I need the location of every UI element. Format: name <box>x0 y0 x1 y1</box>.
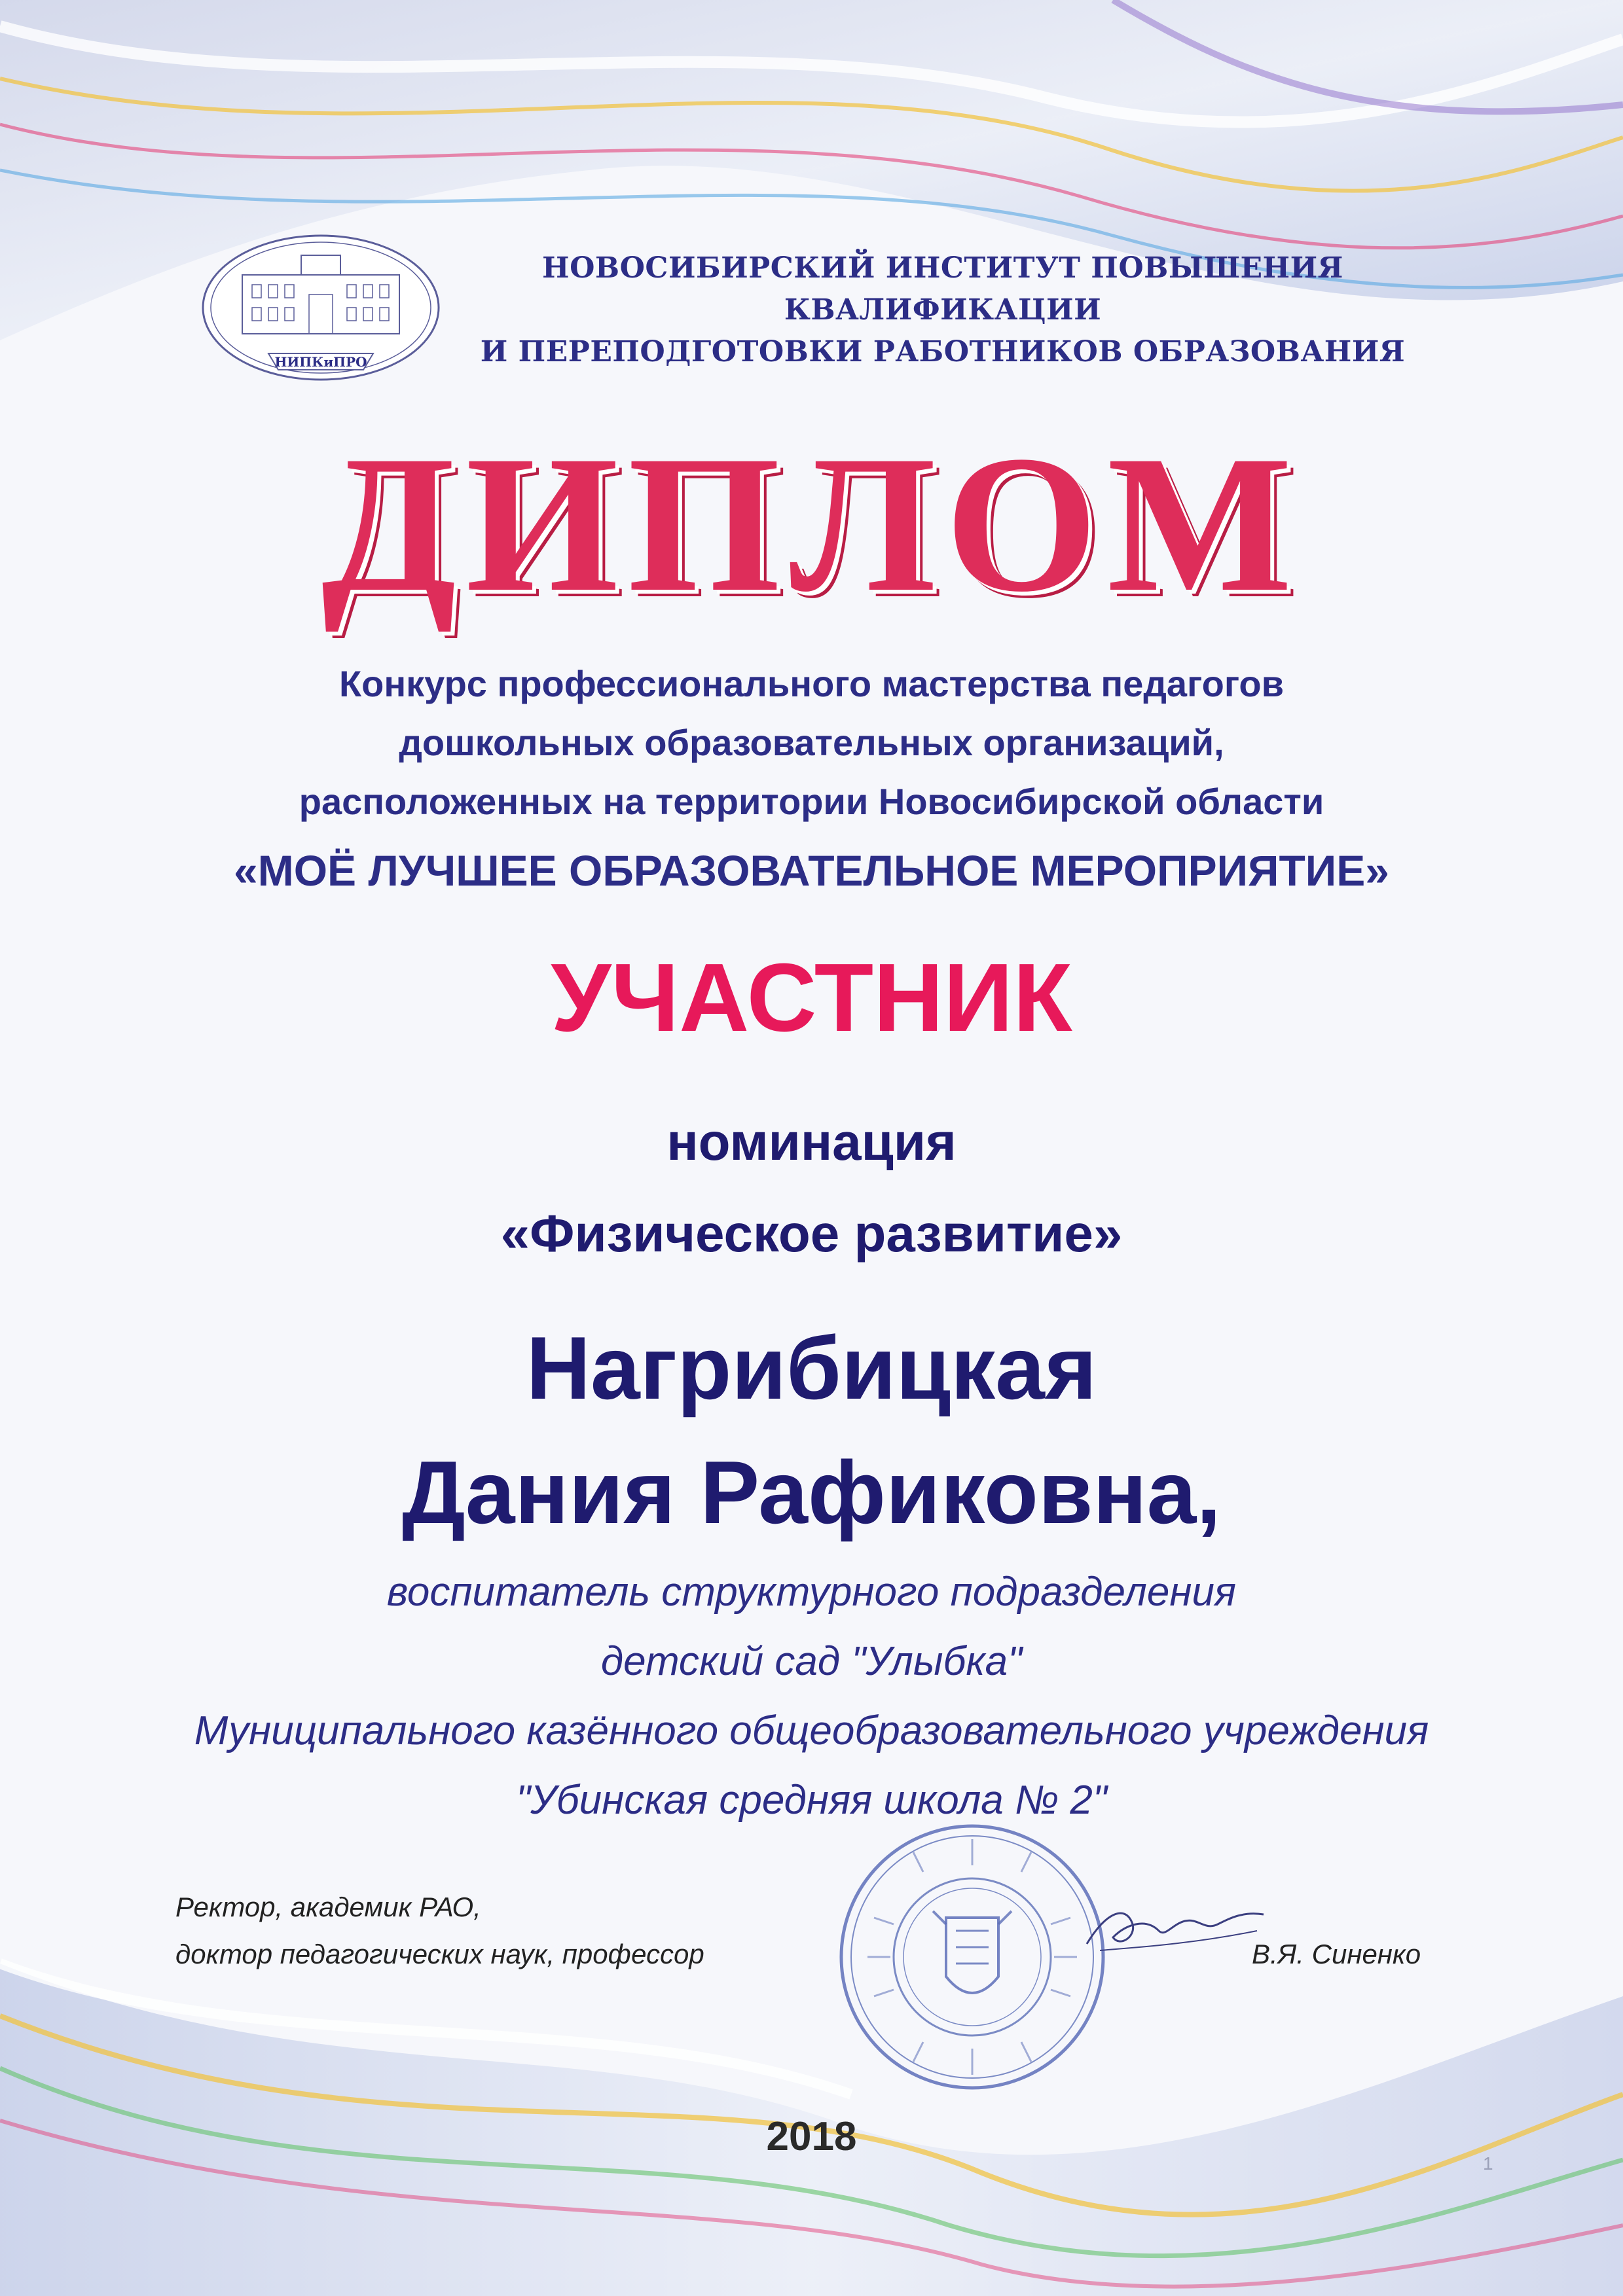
contest-description <box>0 655 1623 831</box>
signatory-title <box>175 1884 896 1978</box>
recipient-position <box>0 1558 1623 1835</box>
position-line4: "Убинская средняя школа № 2" <box>516 1778 1107 1823</box>
institution-name-line1: НОВОСИБИРСКИЙ ИНСТИТУТ ПОВЫШЕНИЯ КВАЛИФИКАЦИИ <box>542 251 1343 327</box>
nomination-label: номинация <box>666 1113 957 1171</box>
signatory-title-line1: Ректор, академик РАО, <box>175 1892 481 1922</box>
position-line2: детский сад "Улыбка" <box>600 1639 1023 1684</box>
position-line3: Муниципального казённого общеобразовательного учреждения <box>194 1708 1429 1753</box>
issue-year: 2018 <box>766 2114 857 2159</box>
signatory-name: В.Я. Синенко <box>1252 1939 1421 1969</box>
contest-line2: дошкольных образовательных организаций, <box>399 722 1224 763</box>
contest-name: «МОЁ ЛУЧШЕЕ ОБРАЗОВАТЕЛЬНОЕ МЕРОПРИЯТИЕ» <box>234 846 1389 895</box>
official-seal-icon <box>835 1820 1110 2094</box>
recipient-surname: Нагрибицкая <box>526 1318 1097 1418</box>
diploma-title: ДИПЛОМ <box>321 415 1302 632</box>
nomination-value: «Физическое развитие» <box>500 1204 1123 1263</box>
signature-icon <box>1074 1885 1270 1977</box>
contest-line1: Конкурс профессионального мастерства педагогов <box>338 663 1285 704</box>
institution-name <box>452 247 1434 373</box>
recipient-name <box>0 1306 1623 1554</box>
award-status: УЧАСТНИК <box>551 944 1072 1052</box>
institution-logo <box>196 229 445 393</box>
contest-line3: расположенных на территории Новосибирской области <box>299 781 1324 822</box>
recipient-given-name: Дания Рафиковна, <box>401 1443 1222 1542</box>
position-line1: воспитатель структурного подразделения <box>386 1570 1237 1615</box>
signatory-title-line2: доктор педагогических наук, профессор <box>175 1939 704 1969</box>
page-number: 1 <box>1483 2153 1493 2174</box>
logo-text: НИПКиПРО <box>274 354 367 370</box>
institution-name-line2: И ПЕРЕПОДГОТОВКИ РАБОТНИКОВ ОБРАЗОВАНИЯ <box>480 335 1406 368</box>
